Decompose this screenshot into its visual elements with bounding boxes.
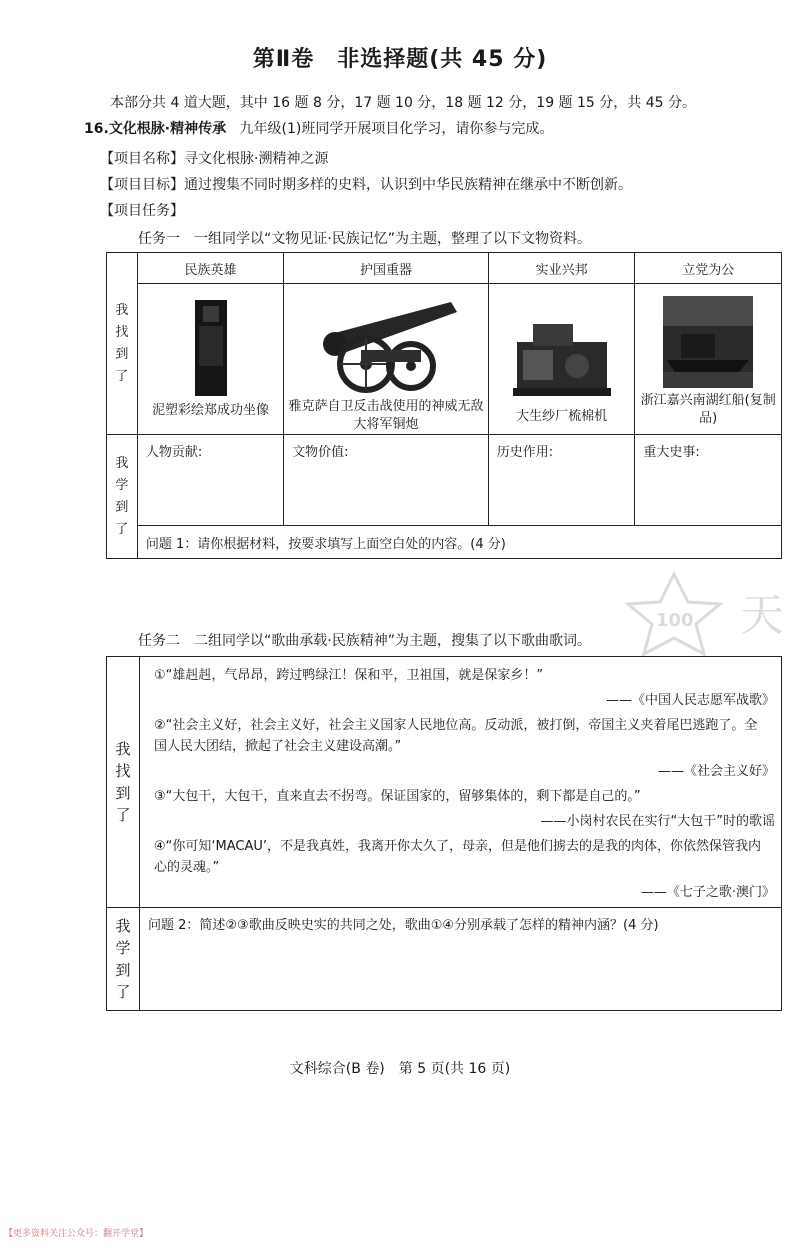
answer-label-hero: 人物贡献:	[145, 445, 203, 460]
lyric-4: ④“你可知‘MACAU’，不是我真姓，我离开你太久了，母亲，但是他们掳去的是我的肉体，你依然保管我内心的灵魂。”	[154, 839, 762, 875]
task2-learned-label: 我学到了	[107, 908, 140, 1011]
project-name-label: 【项目名称】	[100, 151, 184, 167]
project-goal-label: 【项目目标】	[100, 177, 184, 193]
col-header-hero: 民族英雄	[137, 253, 283, 284]
section-intro: 本部分共 4 道大题，其中 16 题 8 分，17 题 10 分，18 题 12 分，19 题 15 分，共 45 分。	[110, 95, 696, 111]
task1-found-label: 我找到了	[107, 253, 138, 435]
question-2-box[interactable]	[140, 908, 782, 1011]
lyric-1-source: ——《中国人民志愿军战歌》	[605, 693, 775, 708]
question-number: 16.	[84, 121, 109, 137]
task1-intro: 任务一 一组同学以“文物见证·民族记忆”为主题，整理了以下文物资料。	[138, 231, 591, 247]
cannon-image	[311, 294, 461, 394]
caption-weapon: 雅克萨自卫反击战使用的神威无敌大将军铜炮	[288, 399, 484, 432]
lyric-2: ②“社会主义好，社会主义好，社会主义国家人民地位高。反动派，被打倒，帝国主义夹着尾巴逃跑了。全国人民大团结，掀起了社会主义建设高潮。”	[154, 718, 758, 754]
lyric-4-source: ——《七子之歌·澳门》	[640, 885, 775, 900]
answer-box-party[interactable]	[635, 435, 782, 526]
artifact-cell-party	[635, 284, 782, 435]
col-header-weapon: 护国重器	[284, 253, 489, 284]
page-footer: 文科综合(B 卷) 第 5 页(共 16 页)	[289, 1061, 511, 1077]
answer-box-weapon[interactable]	[284, 435, 489, 526]
lyric-2-source: ——《社会主义好》	[657, 764, 775, 779]
project-goal-value: 通过搜集不同时期多样的史料，认识到中华民族精神在继承中不断创新。	[184, 177, 632, 193]
lyric-1: ①“雄赳赳，气昂昂，跨过鸭绿江！保和平，卫祖国，就是保家乡！”	[154, 668, 544, 683]
col-header-party: 立党为公	[635, 253, 782, 284]
question-desc: 九年级(1)班同学开展项目化学习，请你参与完成。	[239, 121, 554, 137]
red-boat-image	[663, 296, 753, 388]
question-1: 问题 1：请你根据材料，按要求填写上面空白处的内容。(4 分)	[137, 526, 781, 559]
star-watermark-icon	[612, 570, 800, 660]
project-name	[100, 148, 328, 168]
caption-industry: 大生纱厂梳棉机	[516, 409, 608, 424]
task1-learned-label: 我学到了	[107, 435, 138, 559]
lyric-3: ③“大包干，大包干，直来直去不拐弯。保证国家的，留够集体的，剩下都是自己的。”	[154, 789, 641, 804]
task2-table	[106, 656, 782, 1011]
artifact-cell-weapon	[284, 284, 489, 435]
task1-table	[106, 252, 782, 559]
question-2: 问题 2：简述②③歌曲反映史实的共同之处，歌曲①④分别承载了怎样的精神内涵？(4 分)	[148, 918, 659, 933]
project-name-value: 寻文化根脉·溯精神之源	[184, 151, 329, 167]
project-task-label: 【项目任务】	[100, 203, 184, 219]
answer-label-weapon: 文物价值:	[292, 445, 349, 460]
col-header-industry: 实业兴邦	[488, 253, 635, 284]
task2-found-label: 我找到了	[107, 657, 140, 908]
answer-label-party: 重大史事:	[643, 445, 700, 460]
caption-hero: 泥塑彩绘郑成功坐像	[152, 403, 270, 418]
question-16-header	[84, 118, 553, 138]
machine-image	[507, 314, 617, 404]
watermark-stamp	[612, 570, 800, 660]
answer-label-industry: 历史作用:	[496, 445, 554, 460]
section-title: 第Ⅱ卷 非选择题(共 45 分)	[252, 47, 548, 72]
lyric-3-source: ——小岗村农民在实行“大包干”时的歌谣	[540, 814, 775, 829]
lyrics-cell	[140, 657, 782, 908]
caption-party: 浙江嘉兴南湖红船(复制品)	[640, 393, 776, 426]
stamp-char: 天	[740, 590, 784, 641]
project-goal	[100, 174, 632, 194]
question-topic: 文化根脉·精神传承	[108, 121, 227, 137]
task2-intro: 任务二 二组同学以“歌曲承载·民族精神”为主题，搜集了以下歌曲歌词。	[138, 633, 591, 649]
statue-image	[181, 298, 241, 398]
artifact-cell-industry	[488, 284, 635, 435]
artifact-cell-hero	[137, 284, 283, 435]
stamp-number: 100	[656, 610, 694, 631]
bottom-note: 【更多资料关注公众号：翻开学堂】	[4, 1229, 149, 1239]
answer-box-hero[interactable]	[137, 435, 283, 526]
answer-box-industry[interactable]	[488, 435, 635, 526]
